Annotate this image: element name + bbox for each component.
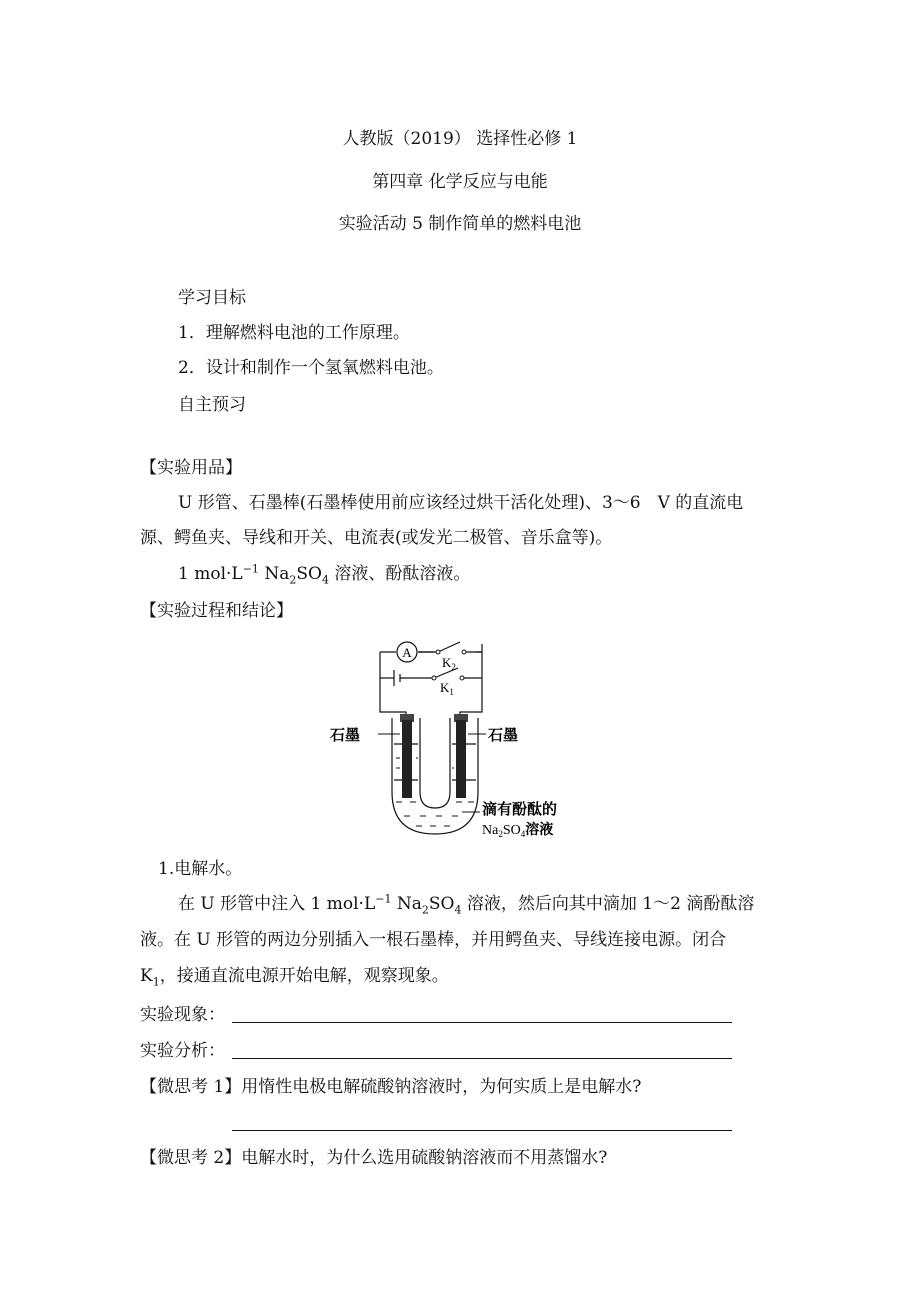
materials-line: 源、鳄鱼夹、导线和开关、电流表(或发光二极管、音乐盒等)。	[140, 528, 613, 548]
think1-question: 【微思考 1】用惰性电极电解硫酸钠溶液时，为何实质上是电解水?	[140, 1077, 642, 1097]
analysis-answer-line[interactable]	[232, 1058, 732, 1059]
ammeter-label: A	[402, 645, 412, 660]
materials-heading: 【实验用品】	[140, 458, 242, 478]
solution-label-line2: $Na_2SO_4$溶液	[482, 822, 554, 839]
left-graphite-electrode	[402, 720, 412, 798]
activity-title: 实验活动 5 制作简单的燃料电池	[338, 214, 582, 234]
right-electrode-label: 石墨	[488, 726, 519, 744]
switch-k1-label: $K_1$	[440, 680, 454, 697]
step1-paragraph-line: $K_1$，接通直流电源开始电解，观察现象。	[140, 966, 449, 989]
switch-k2-label: $K_2$	[442, 655, 456, 672]
phenomenon-label: 实验现象：	[140, 1005, 225, 1025]
objective-item: 1．理解燃料电池的工作原理。	[178, 323, 410, 343]
think2-question: 【微思考 2】电解水时，为什么选用硫酸钠溶液而不用蒸馏水?	[140, 1148, 608, 1168]
step1-paragraph-line: 在 U 形管中注入 1 $mol\cdot L^{-1}$ $Na_2SO_4$ 溶液，然后向其中滴加 1～2 滴酚酞溶	[178, 892, 755, 917]
materials-line: U 形管、石墨棒(石墨棒使用前应该经过烘干活化处理)、3～6 V 的直流电	[178, 493, 744, 513]
objective-item: 2．设计和制作一个氢氧燃料电池。	[178, 358, 444, 378]
right-graphite-electrode	[456, 720, 466, 798]
solution-label-line1: 滴有酚酞的	[482, 800, 558, 818]
phenomenon-answer-line[interactable]	[232, 1022, 732, 1023]
chapter-title: 第四章 化学反应与电能	[372, 172, 548, 192]
process-heading: 【实验过程和结论】	[140, 601, 293, 621]
step1-title: 1.电解水。	[158, 859, 243, 879]
reagents-line: 1 $mol\cdot L^{-1}$ $Na_2SO_4$ 溶液、酚酞溶液。	[178, 562, 471, 587]
electrolysis-apparatus-diagram	[330, 632, 600, 840]
preview-heading: 自主预习	[178, 395, 246, 415]
step1-paragraph-line: 液。在 U 形管的两边分别插入一根石墨棒，并用鳄鱼夹、导线连接电源。闭合	[140, 930, 727, 950]
objectives-heading: 学习目标	[178, 288, 246, 308]
think1-answer-line[interactable]	[232, 1130, 732, 1131]
analysis-label: 实验分析：	[140, 1041, 225, 1061]
book-title: 人教版（2019） 选择性必修 1	[342, 129, 578, 149]
left-electrode-label: 石墨	[330, 726, 361, 744]
